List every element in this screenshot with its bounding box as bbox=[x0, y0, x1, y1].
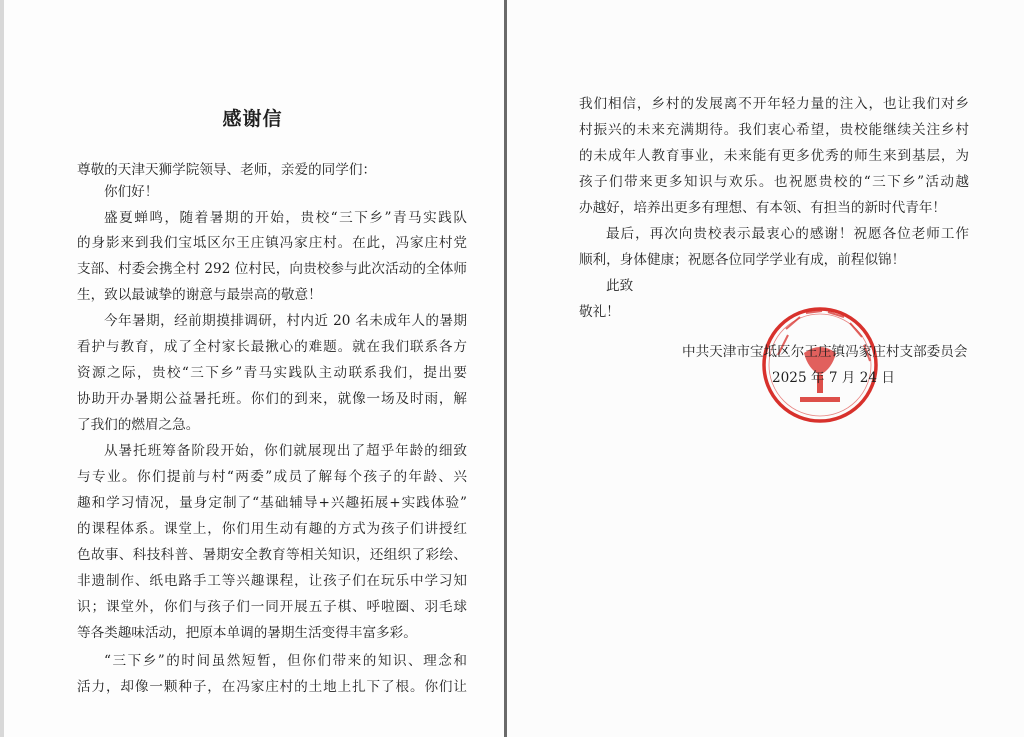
body-line: 的身影来到我们宝坻区尔王庄镇冯家庄村。在此，冯家庄村党 bbox=[77, 235, 467, 251]
body-line: 最后，再次向贵校表示最衷心的感谢！祝愿各位老师工作 bbox=[606, 226, 969, 242]
official-seal-icon bbox=[760, 305, 880, 425]
body-line: “三下乡”的时间虽然短暂，但你们带来的知识、理念和 bbox=[104, 653, 467, 669]
body-line: 今年暑期，经前期摸排调研，村内近 20 名未成年人的暑期 bbox=[104, 313, 467, 329]
body-line: 村振兴的未来充满期待。我们衷心希望，贵校能继续关注乡村 bbox=[579, 122, 969, 138]
body-line: 生，致以最诚挚的谢意与最崇高的敬意！ bbox=[77, 287, 322, 303]
body-line: 支部、村委会携全村 292 位村民，向贵校参与此次活动的全体师 bbox=[77, 261, 467, 277]
body-line: 了我们的燃眉之急。 bbox=[77, 417, 200, 433]
body-line: 趣和学习情况，量身定制了“基础辅导+兴趣拓展+实践体验” bbox=[77, 495, 467, 511]
body-line: 我们相信，乡村的发展离不开年轻力量的注入，也让我们对乡 bbox=[579, 96, 969, 112]
signature-organization: 中共天津市宝坻区尔王庄镇冯家庄村支部委员会 bbox=[682, 344, 968, 360]
letter-title: 感谢信 bbox=[222, 108, 283, 130]
left-page bbox=[0, 0, 505, 737]
signature-date: 2025 年 7 月 24 日 bbox=[772, 370, 895, 386]
body-line: 的课程体系。课堂上，你们用生动有趣的方式为孩子们讲授红 bbox=[77, 521, 467, 537]
body-line: 看护与教育，成了全村家长最揪心的难题。就在我们联系各方 bbox=[77, 339, 467, 355]
body-line: 识；课堂外，你们与孩子们一同开展五子棋、呼啦圈、羽毛球 bbox=[77, 599, 467, 615]
body-line: 资源之际，贵校“三下乡”青马实践队主动联系我们，提出要 bbox=[77, 365, 467, 381]
body-line: 孩子们带来更多知识与欢乐。也祝愿贵校的“三下乡”活动越 bbox=[579, 174, 969, 190]
greeting: 你们好！ bbox=[104, 184, 159, 200]
body-line: 活力，却像一颗种子，在冯家庄村的土地上扎下了根。你们让 bbox=[77, 679, 467, 695]
closing-line: 此致 bbox=[606, 278, 634, 294]
body-line: 从暑托班筹备阶段开始，你们就展现出了超乎年龄的细致 bbox=[104, 443, 467, 459]
closing-salute: 敬礼！ bbox=[579, 304, 620, 320]
body-line: 盛夏蝉鸣，随着暑期的开始，贵校“三下乡”青马实践队 bbox=[104, 210, 467, 226]
body-line: 的未成年人教育事业，未来能有更多优秀的师生来到基层，为 bbox=[579, 148, 969, 164]
body-line: 办越好，培养出更多有理想、有本领、有担当的新时代青年！ bbox=[579, 200, 947, 216]
right-page bbox=[507, 0, 1024, 737]
body-line: 非遗制作、纸电路手工等兴趣课程，让孩子们在玩乐中学习知 bbox=[77, 573, 467, 589]
body-line: 协助开办暑期公益暑托班。你们的到来，就像一场及时雨，解 bbox=[77, 391, 467, 407]
body-line: 顺利，身体健康；祝愿各位同学学业有成，前程似锦！ bbox=[579, 252, 906, 268]
salutation: 尊敬的天津天狮学院领导、老师，亲爱的同学们： bbox=[77, 162, 377, 178]
body-line: 等各类趣味活动，把原本单调的暑期生活变得丰富多彩。 bbox=[77, 625, 417, 641]
body-line: 色故事、科技科普、暑期安全教育等相关知识，还组织了彩绘、 bbox=[77, 547, 467, 563]
body-line: 与专业。你们提前与村“两委”成员了解每个孩子的年龄、兴 bbox=[77, 469, 467, 485]
